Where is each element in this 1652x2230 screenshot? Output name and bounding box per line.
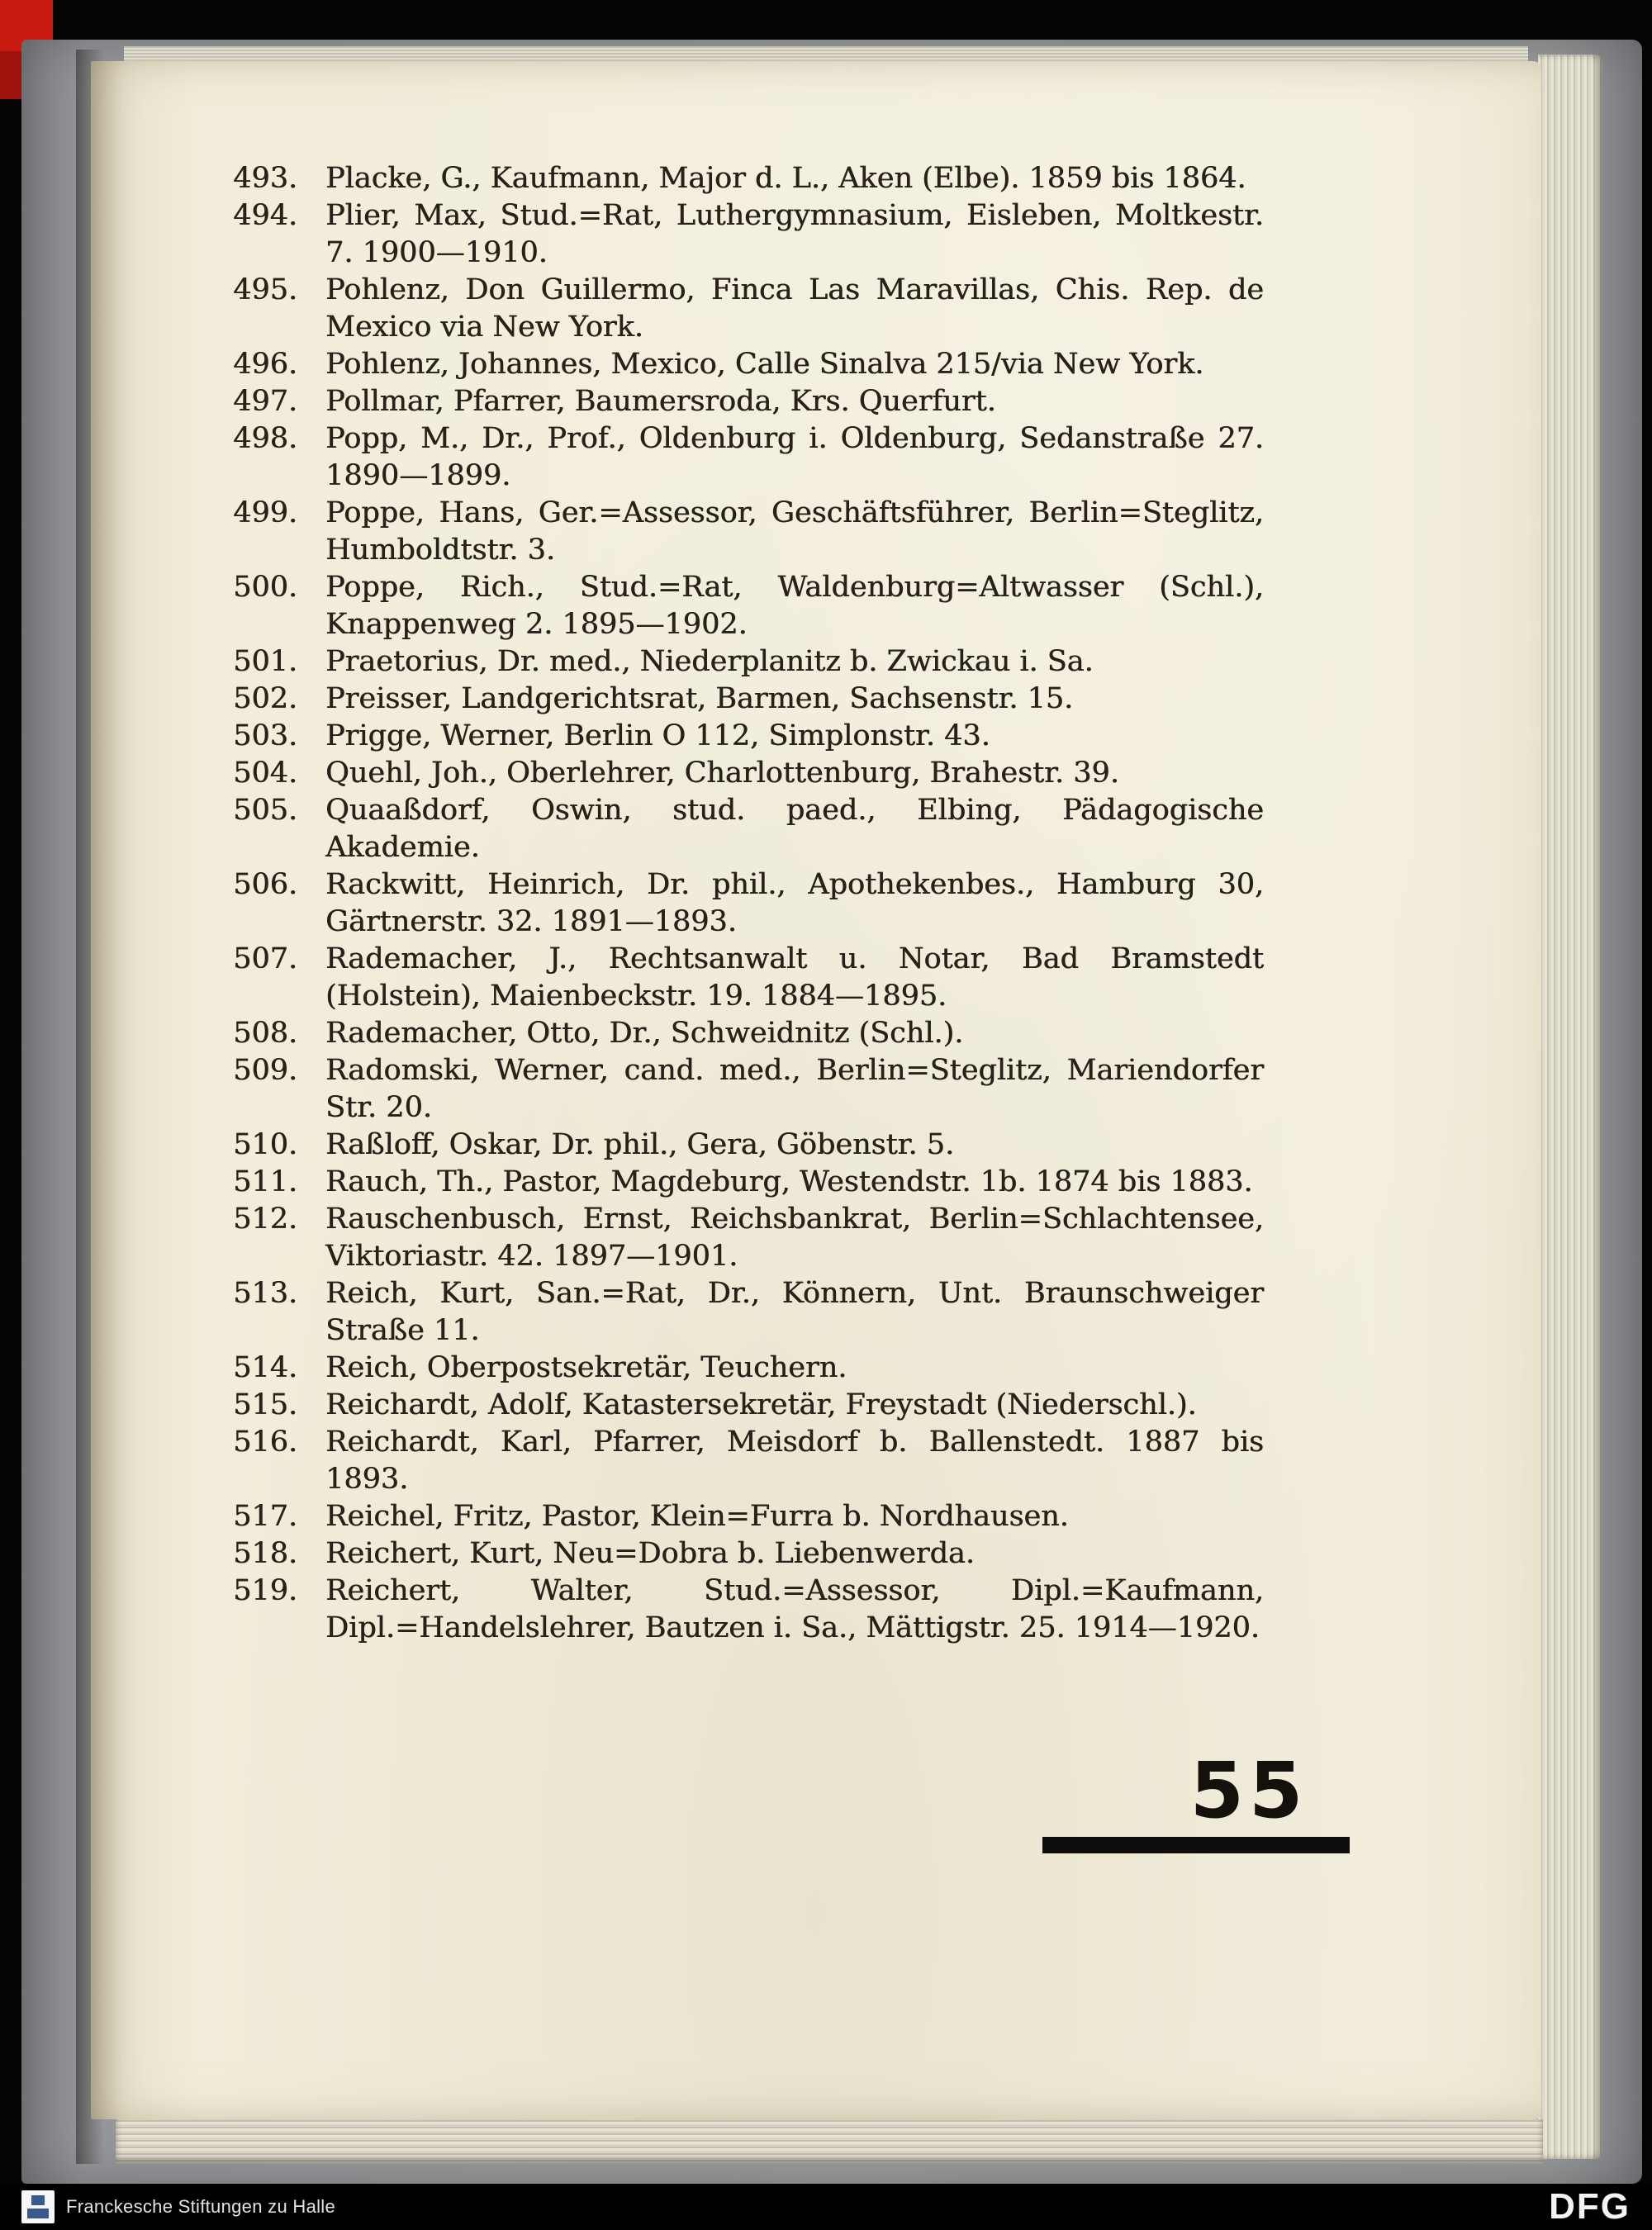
entry-text: Reichert, Kurt, Neu=Dobra b. Liebenwerda. bbox=[325, 1537, 975, 1570]
logo-glyph bbox=[27, 2209, 49, 2218]
directory-entry bbox=[233, 495, 1267, 569]
entry-number: 514. bbox=[233, 1351, 297, 1384]
entry-text: Rackwitt, Heinrich, Dr. phil., Apothekenbes., Hamburg 30, Gärtnerstr. 32. 1891—1893. bbox=[325, 868, 1264, 938]
entry-number: 503. bbox=[233, 719, 297, 752]
directory-entry bbox=[233, 1535, 1267, 1573]
entry-text: Radomski, Werner, cand. med., Berlin=Steglitz, Mariendorfer Str. 20. bbox=[325, 1054, 1264, 1124]
directory-entry bbox=[233, 272, 1267, 346]
entry-text: Plier, Max, Stud.=Rat, Luthergymnasium, Eisleben, Moltkestr. 7. 1900—1910. bbox=[325, 199, 1264, 269]
logo-glyph bbox=[31, 2195, 45, 2205]
directory-entry bbox=[233, 1387, 1267, 1424]
entry-text: Prigge, Werner, Berlin O 112, Simplonstr. 43. bbox=[325, 719, 990, 752]
directory-entry bbox=[233, 1573, 1267, 1647]
entry-number: 510. bbox=[233, 1128, 297, 1161]
directory-entry bbox=[233, 681, 1267, 718]
directory-entry bbox=[233, 792, 1267, 866]
entry-number: 508. bbox=[233, 1017, 297, 1050]
directory-entry bbox=[233, 1275, 1267, 1350]
entry-number: 519. bbox=[233, 1574, 297, 1607]
page-edges-right bbox=[1538, 55, 1602, 2159]
entry-number: 499. bbox=[233, 496, 297, 529]
entry-text: Reichert, Walter, Stud.=Assessor, Dipl.=Kaufmann, Dipl.=Handelslehrer, Bautzen i. Sa., Mättigstr. 25. 1914—1920. bbox=[325, 1574, 1264, 1644]
book-page bbox=[91, 61, 1541, 2119]
entry-number: 505. bbox=[233, 794, 297, 827]
directory-entry bbox=[233, 643, 1267, 681]
entry-text: Praetorius, Dr. med., Niederplanitz b. Zwickau i. Sa. bbox=[325, 645, 1094, 678]
directory-entry bbox=[233, 383, 1267, 420]
entry-number: 513. bbox=[233, 1277, 297, 1310]
entry-text: Reichel, Fritz, Pastor, Klein=Furra b. Nordhausen. bbox=[325, 1500, 1069, 1533]
page-number-underline bbox=[1042, 1837, 1350, 1853]
directory-entry bbox=[233, 569, 1267, 643]
directory-entry bbox=[233, 1424, 1267, 1498]
directory-entry bbox=[233, 346, 1267, 383]
directory-entry bbox=[233, 755, 1267, 792]
entry-text: Preisser, Landgerichtsrat, Barmen, Sachsenstr. 15. bbox=[325, 682, 1074, 715]
page-edges-bottom bbox=[116, 2119, 1543, 2164]
entry-number: 517. bbox=[233, 1500, 297, 1533]
page-edges-top bbox=[124, 46, 1528, 63]
directory-entry bbox=[233, 1052, 1267, 1127]
page-number: 55 bbox=[1189, 1746, 1308, 1836]
entry-number: 497. bbox=[233, 385, 297, 418]
entry-text: Reich, Oberpostsekretär, Teuchern. bbox=[325, 1351, 847, 1384]
entry-number: 512. bbox=[233, 1203, 297, 1236]
dfg-logo: DFG bbox=[1549, 2186, 1631, 2227]
entry-number: 501. bbox=[233, 645, 297, 678]
directory-entry bbox=[233, 1164, 1267, 1201]
entry-number: 507. bbox=[233, 942, 297, 975]
directory-entry bbox=[233, 941, 1267, 1015]
entry-text: Popp, M., Dr., Prof., Oldenburg i. Oldenburg, Sedanstraße 27. 1890—1899. bbox=[325, 422, 1264, 492]
entry-text: Pohlenz, Johannes, Mexico, Calle Sinalva 215/via New York. bbox=[325, 348, 1204, 381]
directory-entry bbox=[233, 1350, 1267, 1387]
directory-entry bbox=[233, 1015, 1267, 1052]
directory-entry bbox=[233, 718, 1267, 755]
entry-text: Reichardt, Karl, Pfarrer, Meisdorf b. Ballenstedt. 1887 bis 1893. bbox=[325, 1426, 1264, 1496]
entry-text: Pollmar, Pfarrer, Baumersroda, Krs. Querfurt. bbox=[325, 385, 996, 418]
entry-number: 518. bbox=[233, 1537, 297, 1570]
entry-number: 502. bbox=[233, 682, 297, 715]
entry-number: 495. bbox=[233, 273, 297, 306]
directory-entry bbox=[233, 420, 1267, 495]
entry-number: 498. bbox=[233, 422, 297, 455]
entry-number: 496. bbox=[233, 348, 297, 381]
directory-entry bbox=[233, 1127, 1267, 1164]
institution-name: Franckesche Stiftungen zu Halle bbox=[66, 2196, 336, 2217]
institution-branding bbox=[21, 2190, 335, 2223]
entry-number: 493. bbox=[233, 162, 297, 195]
entry-text: Poppe, Hans, Ger.=Assessor, Geschäftsführer, Berlin=Steglitz, Humboldtstr. 3. bbox=[325, 496, 1264, 567]
directory-entry bbox=[233, 1498, 1267, 1535]
entry-text: Raßloff, Oskar, Dr. phil., Gera, Göbenstr. 5. bbox=[325, 1128, 955, 1161]
entry-number: 509. bbox=[233, 1054, 297, 1087]
directory-entry bbox=[233, 1201, 1267, 1275]
directory-list bbox=[233, 160, 1267, 1647]
entry-text: Placke, G., Kaufmann, Major d. L., Aken (Elbe). 1859 bis 1864. bbox=[325, 162, 1246, 195]
entry-number: 515. bbox=[233, 1388, 297, 1421]
entry-text: Rauch, Th., Pastor, Magdeburg, Westendstr. 1b. 1874 bis 1883. bbox=[325, 1165, 1253, 1198]
entry-text: Quaaßdorf, Oswin, stud. paed., Elbing, Pädagogische Akademie. bbox=[325, 794, 1264, 864]
entry-text: Poppe, Rich., Stud.=Rat, Waldenburg=Altwasser (Schl.), Knappenweg 2. 1895—1902. bbox=[325, 571, 1264, 641]
entry-text: Rauschenbusch, Ernst, Reichsbankrat, Berlin=Schlachtensee, Viktoriastr. 42. 1897—1901. bbox=[325, 1203, 1264, 1273]
entry-text: Pohlenz, Don Guillermo, Finca Las Maravillas, Chis. Rep. de Mexico via New York. bbox=[325, 273, 1264, 344]
entry-number: 504. bbox=[233, 757, 297, 790]
entry-text: Rademacher, Otto, Dr., Schweidnitz (Schl.). bbox=[325, 1017, 964, 1050]
entry-number: 511. bbox=[233, 1165, 297, 1198]
directory-entry bbox=[233, 866, 1267, 941]
entry-number: 494. bbox=[233, 199, 297, 232]
entry-text: Reich, Kurt, San.=Rat, Dr., Könnern, Unt. Braunschweiger Straße 11. bbox=[325, 1277, 1264, 1347]
entry-text: Rademacher, J., Rechtsanwalt u. Notar, Bad Bramstedt (Holstein), Maienbeckstr. 19. 1884—1895. bbox=[325, 942, 1264, 1013]
franckesche-stiftungen-logo-icon bbox=[21, 2190, 55, 2223]
entry-text: Quehl, Joh., Oberlehrer, Charlottenburg, Brahestr. 39. bbox=[325, 757, 1119, 790]
entry-text: Reichardt, Adolf, Katastersekretär, Freystadt (Niederschl.). bbox=[325, 1388, 1197, 1421]
entry-number: 516. bbox=[233, 1426, 297, 1459]
viewer-footer-bar bbox=[0, 2184, 1652, 2230]
directory-entry bbox=[233, 160, 1267, 197]
entry-number: 506. bbox=[233, 868, 297, 901]
entry-number: 500. bbox=[233, 571, 297, 604]
directory-entry bbox=[233, 197, 1267, 272]
